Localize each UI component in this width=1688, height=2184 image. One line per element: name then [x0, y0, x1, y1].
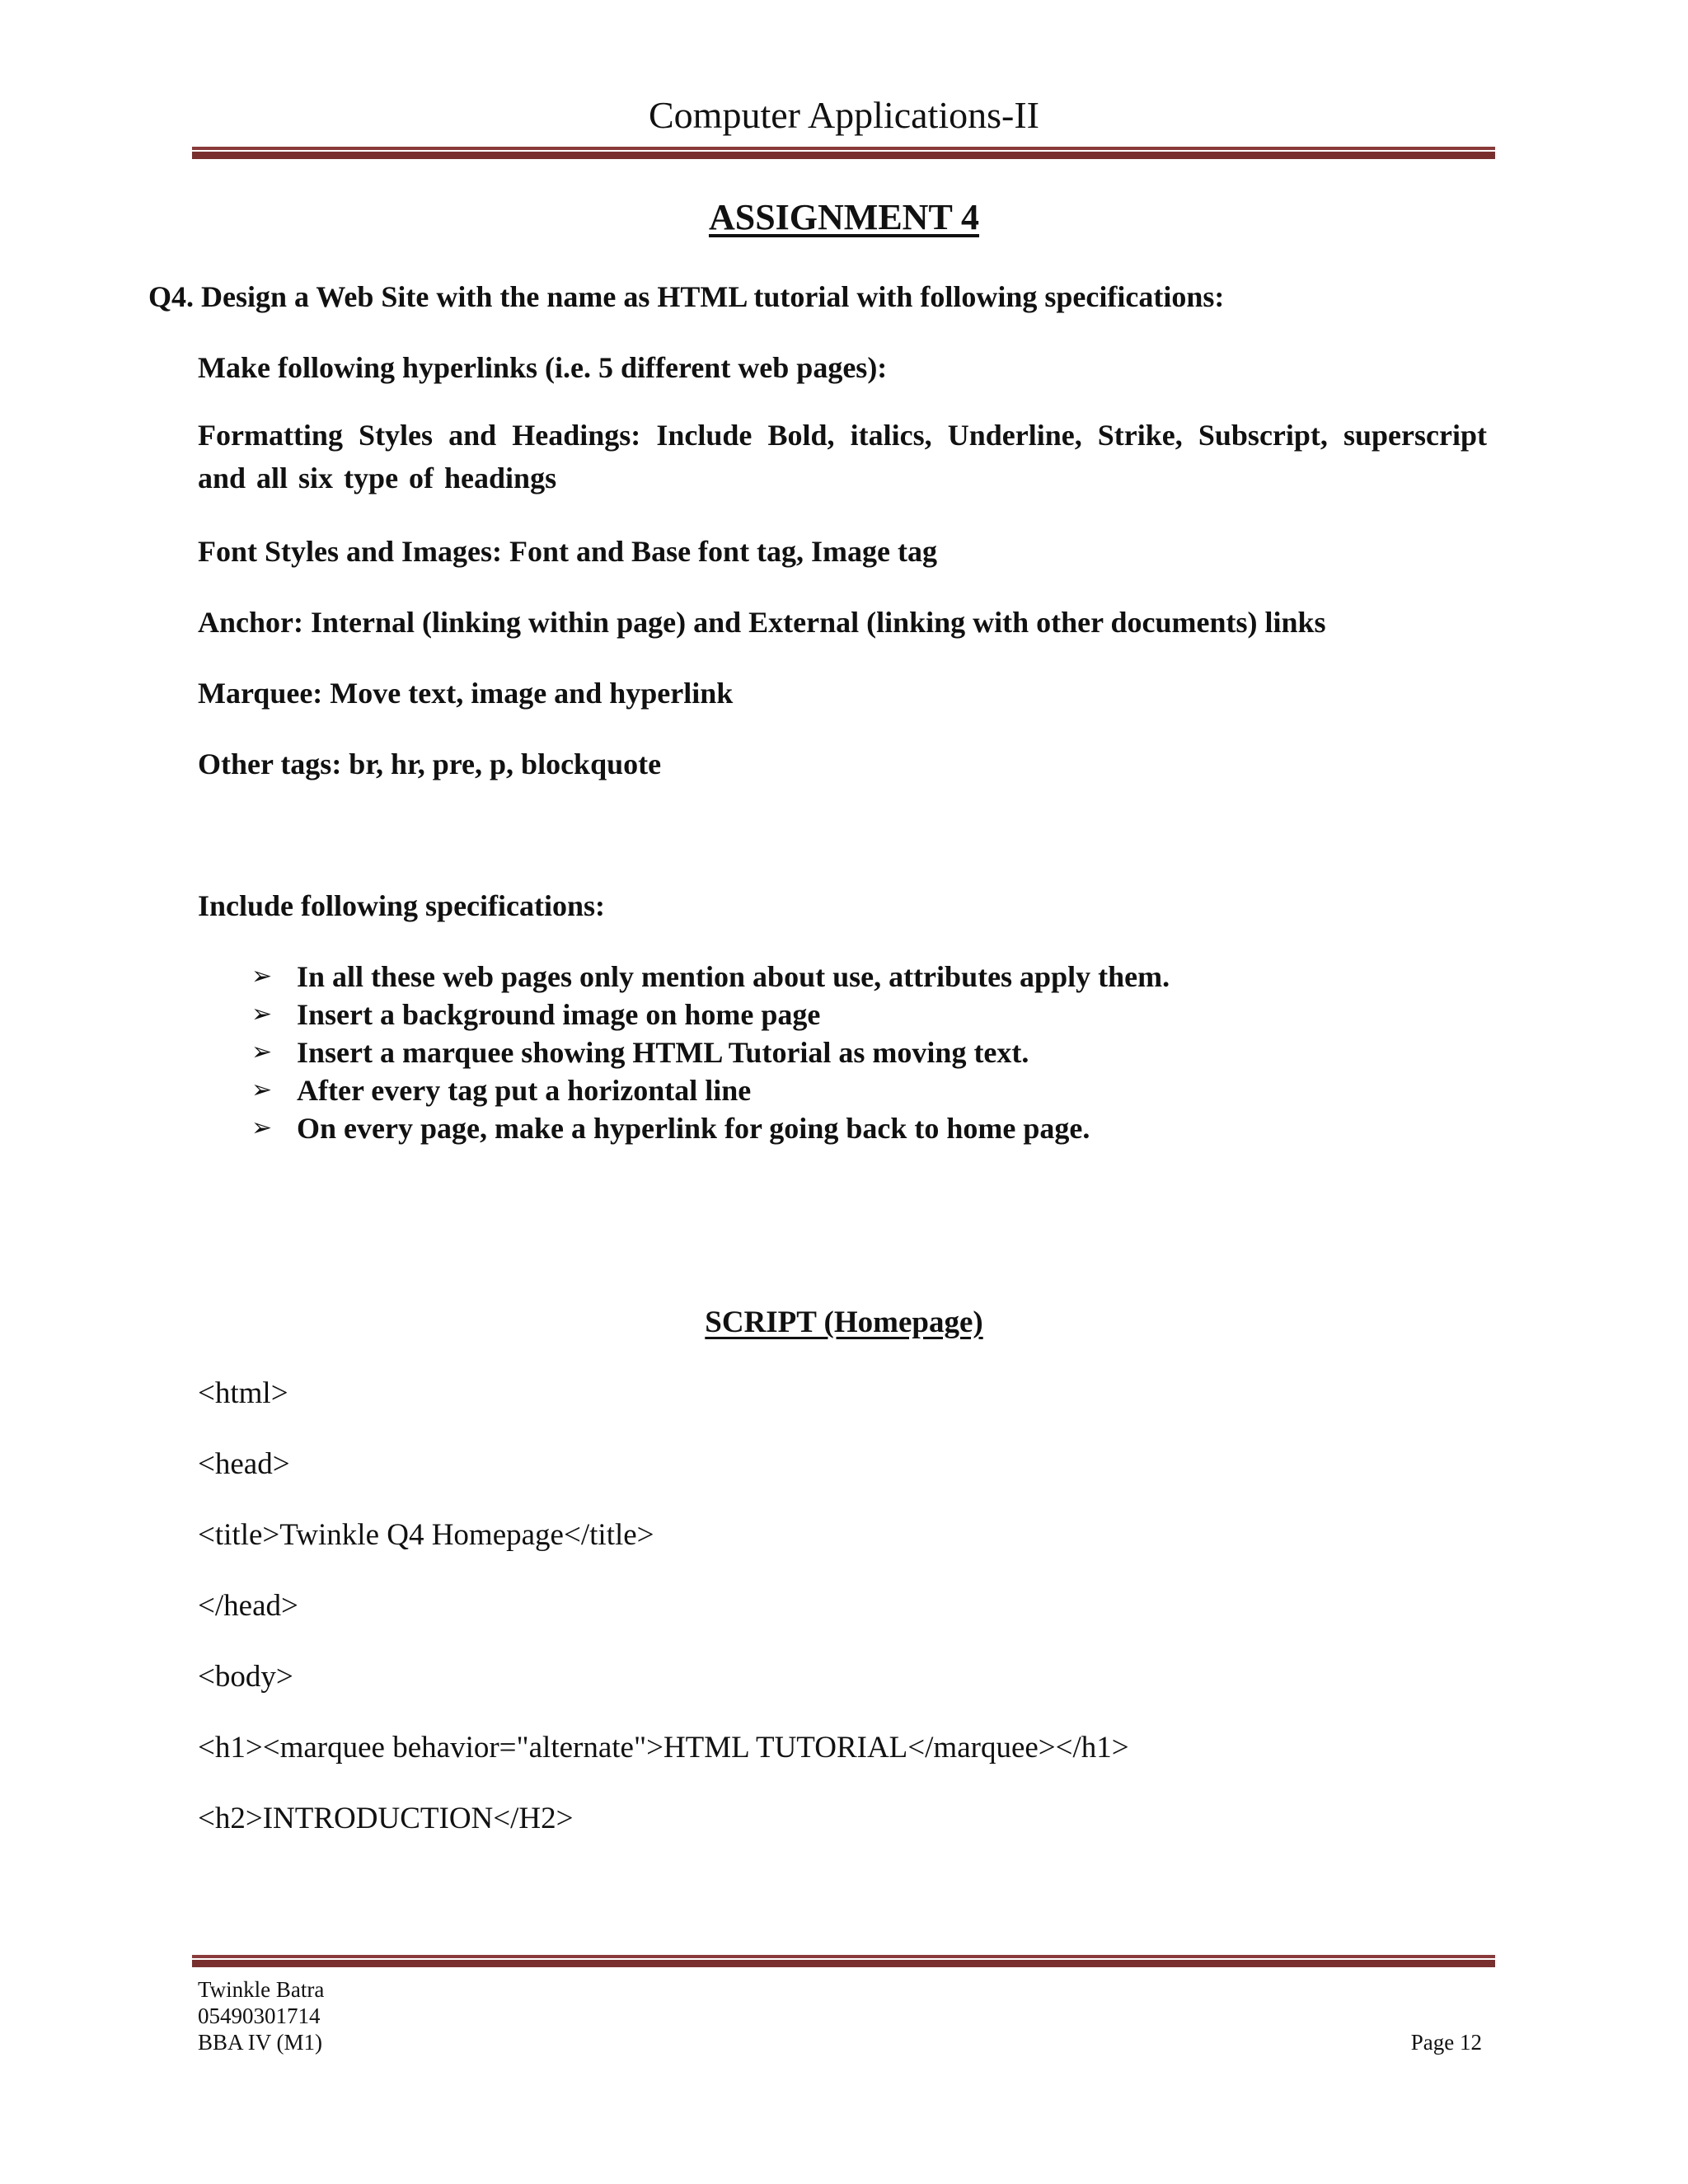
page-spec-other-tags: Other tags: br, hr, pre, p, blockquote [198, 748, 662, 780]
page-spec-formatting: Formatting Styles and Headings: Include Bold, italics, Underline, Strike, Subscript, superscript and all six type of headings [198, 419, 1487, 494]
code-line: <body> [198, 1660, 293, 1694]
list-item [251, 958, 1170, 996]
page-spec-marquee: Marquee: Move text, image and hyperlink [198, 677, 734, 710]
list-item [251, 1109, 1170, 1147]
arrow-bullet-icon: ➢ [251, 1038, 273, 1066]
specs-list [251, 958, 1170, 1147]
list-item [251, 1033, 1170, 1071]
page-number: Page 12 [1410, 2030, 1482, 2055]
spec-text: After every tag put a horizontal line [297, 1074, 752, 1107]
arrow-bullet-icon: ➢ [251, 962, 273, 991]
arrow-bullet-icon: ➢ [251, 1113, 273, 1142]
list-item [251, 996, 1170, 1033]
arrow-bullet-icon: ➢ [251, 1076, 273, 1104]
code-line: <h1><marquee behavior="alternate">HTML TUTORIAL</marquee></h1> [198, 1731, 1129, 1765]
footer-rule-thin [192, 1955, 1495, 1958]
footer-class: BBA IV (M1) [198, 2030, 323, 2055]
assignment-title: ASSIGNMENT 4 [708, 197, 980, 237]
code-line: </head> [198, 1589, 298, 1623]
code-line: <title>Twinkle Q4 Homepage</title> [198, 1518, 654, 1552]
header-rule-thick [192, 152, 1495, 159]
spec-text: Insert a background image on home page [297, 998, 821, 1031]
script-title: SCRIPT (Homepage) [705, 1305, 983, 1339]
code-line: <head> [198, 1447, 290, 1481]
footer-rule-thick [192, 1960, 1495, 1967]
footer-name: Twinkle Batra [198, 1977, 325, 2002]
specs-intro: Include following specifications: [198, 889, 606, 922]
page-header-title: Computer Applications-II [649, 94, 1039, 136]
page-spec-anchor: Anchor: Internal (linking within page) and External (linking with other documents) links [198, 606, 1326, 639]
list-item [251, 1071, 1170, 1109]
footer-info [198, 1976, 324, 2055]
spec-text: In all these web pages only mention about use, attributes apply them. [297, 960, 1170, 993]
code-line: <h2>INTRODUCTION</H2> [198, 1802, 574, 1835]
arrow-bullet-icon: ➢ [251, 1000, 273, 1029]
footer-roll: 05490301714 [198, 2004, 321, 2028]
spec-text: Insert a marquee showing HTML Tutorial as moving text. [297, 1036, 1029, 1069]
question-text: Q4. Design a Web Site with the name as HTML tutorial with following specifications: [148, 280, 1225, 313]
hyperlinks-intro: Make following hyperlinks (i.e. 5 different web pages): [198, 351, 888, 384]
page-spec-font-styles: Font Styles and Images: Font and Base font tag, Image tag [198, 535, 938, 568]
header-rule-thin [192, 147, 1495, 150]
spec-text: On every page, make a hyperlink for going back to home page. [297, 1112, 1090, 1145]
code-line: <html> [198, 1376, 288, 1410]
